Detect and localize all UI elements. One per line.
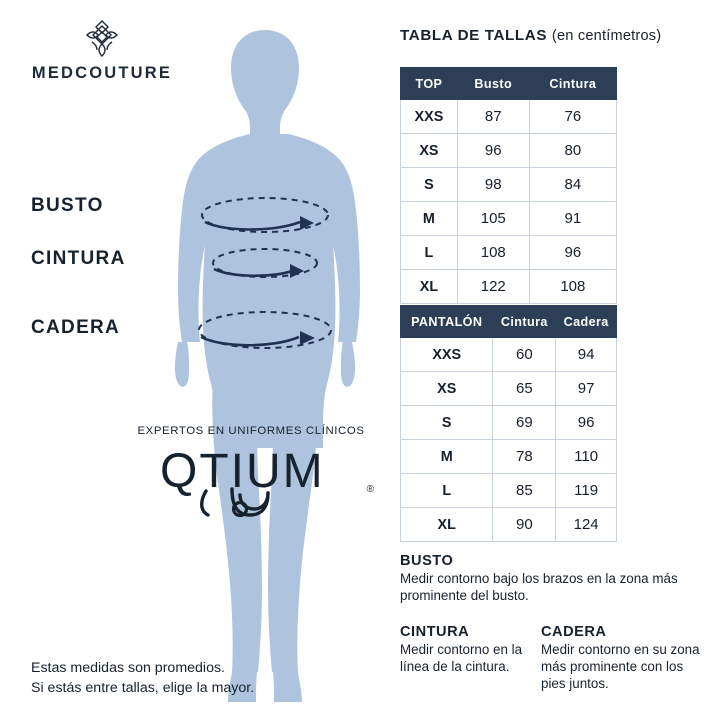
cell-busto: 122 [457, 270, 529, 304]
table-row [401, 100, 617, 134]
cell-cadera: 94 [556, 338, 617, 372]
cell-size: S [401, 168, 458, 202]
cell-busto: 105 [457, 202, 529, 236]
page-title-main: TABLA DE TALLAS [400, 27, 548, 44]
body-silhouette-illustration [150, 10, 380, 710]
cell-size: XS [401, 134, 458, 168]
svg-text:QTIUM: QTIUM [160, 445, 325, 498]
measure-label-cadera: CADERA [31, 317, 121, 338]
column-header-top-cintura: Cintura [529, 68, 616, 100]
cell-cadera: 96 [556, 406, 617, 440]
table-row [401, 474, 617, 508]
cell-cintura: 84 [529, 168, 616, 202]
cell-busto: 98 [457, 168, 529, 202]
cell-cadera: 110 [556, 440, 617, 474]
otium-logo-block [120, 425, 382, 521]
measure-label-busto: BUSTO [31, 195, 104, 216]
cell-cintura: 80 [529, 134, 616, 168]
page-title-sub: (en centímetros) [551, 28, 662, 44]
table-row [401, 270, 617, 304]
brand-name: MEDCOUTURE [31, 64, 173, 82]
footnote-line-2: Si estás entre tallas, elige la mayor. [31, 680, 255, 696]
note-cintura [400, 624, 530, 675]
right-panel [398, 0, 720, 720]
cell-size: XXS [401, 338, 493, 372]
size-table-pantalon [400, 305, 617, 542]
cell-cintura: 76 [529, 100, 616, 134]
cell-cintura: 85 [493, 474, 556, 508]
cell-cintura: 108 [529, 270, 616, 304]
footnote [31, 658, 254, 698]
cell-cintura: 96 [529, 236, 616, 270]
cell-size: XL [401, 270, 458, 304]
table-row [401, 236, 617, 270]
otium-tagline: EXPERTOS EN UNIFORMES CLÍNICOS [137, 425, 365, 437]
table-row [401, 202, 617, 236]
table-row [401, 168, 617, 202]
measure-label-cintura: CINTURA [31, 248, 126, 269]
cell-size: M [401, 440, 493, 474]
otium-logo [120, 439, 382, 521]
table-row [401, 372, 617, 406]
cell-cadera: 97 [556, 372, 617, 406]
note-busto-title: BUSTO [400, 553, 454, 569]
cell-cadera: 119 [556, 474, 617, 508]
size-table-top [400, 67, 617, 304]
cell-size: L [401, 474, 493, 508]
cell-cintura: 65 [493, 372, 556, 406]
note-cintura-text: Medir contorno en la línea de la cintura. [400, 642, 523, 674]
table-header-row [401, 306, 617, 338]
note-cintura-title: CINTURA [400, 624, 470, 640]
cell-cintura: 78 [493, 440, 556, 474]
column-header-pantalon-cadera: Cadera [556, 306, 617, 338]
note-cadera-text: Medir contorno en su zona más prominente con los pies juntos. [541, 642, 700, 691]
cell-size: XS [401, 372, 493, 406]
table-row [401, 406, 617, 440]
note-busto-text: Medir contorno bajo los brazos en la zona más prominente del busto. [400, 571, 678, 603]
column-header-top-size: TOP [401, 68, 458, 100]
note-busto [400, 553, 680, 604]
cell-cintura: 91 [529, 202, 616, 236]
page-title [400, 27, 661, 44]
note-cadera-title: CADERA [541, 624, 607, 640]
registered-trademark-symbol: ® [366, 484, 374, 495]
cell-size: XL [401, 508, 493, 542]
footnote-line-1: Estas medidas son promedios. [31, 660, 225, 676]
note-cadera [541, 624, 706, 692]
column-header-pantalon-cintura: Cintura [493, 306, 556, 338]
table-row [401, 338, 617, 372]
cell-busto: 96 [457, 134, 529, 168]
cell-cintura: 69 [493, 406, 556, 440]
cell-cintura: 60 [493, 338, 556, 372]
cell-cadera: 124 [556, 508, 617, 542]
cell-busto: 108 [457, 236, 529, 270]
table-row [401, 134, 617, 168]
cell-size: L [401, 236, 458, 270]
column-header-pantalon-size: PANTALÓN [401, 306, 493, 338]
cell-size: M [401, 202, 458, 236]
cell-size: XXS [401, 100, 458, 134]
table-header-row [401, 68, 617, 100]
table-row [401, 508, 617, 542]
cell-size: S [401, 406, 493, 440]
cell-busto: 87 [457, 100, 529, 134]
column-header-top-busto: Busto [457, 68, 529, 100]
table-row [401, 440, 617, 474]
cell-cintura: 90 [493, 508, 556, 542]
